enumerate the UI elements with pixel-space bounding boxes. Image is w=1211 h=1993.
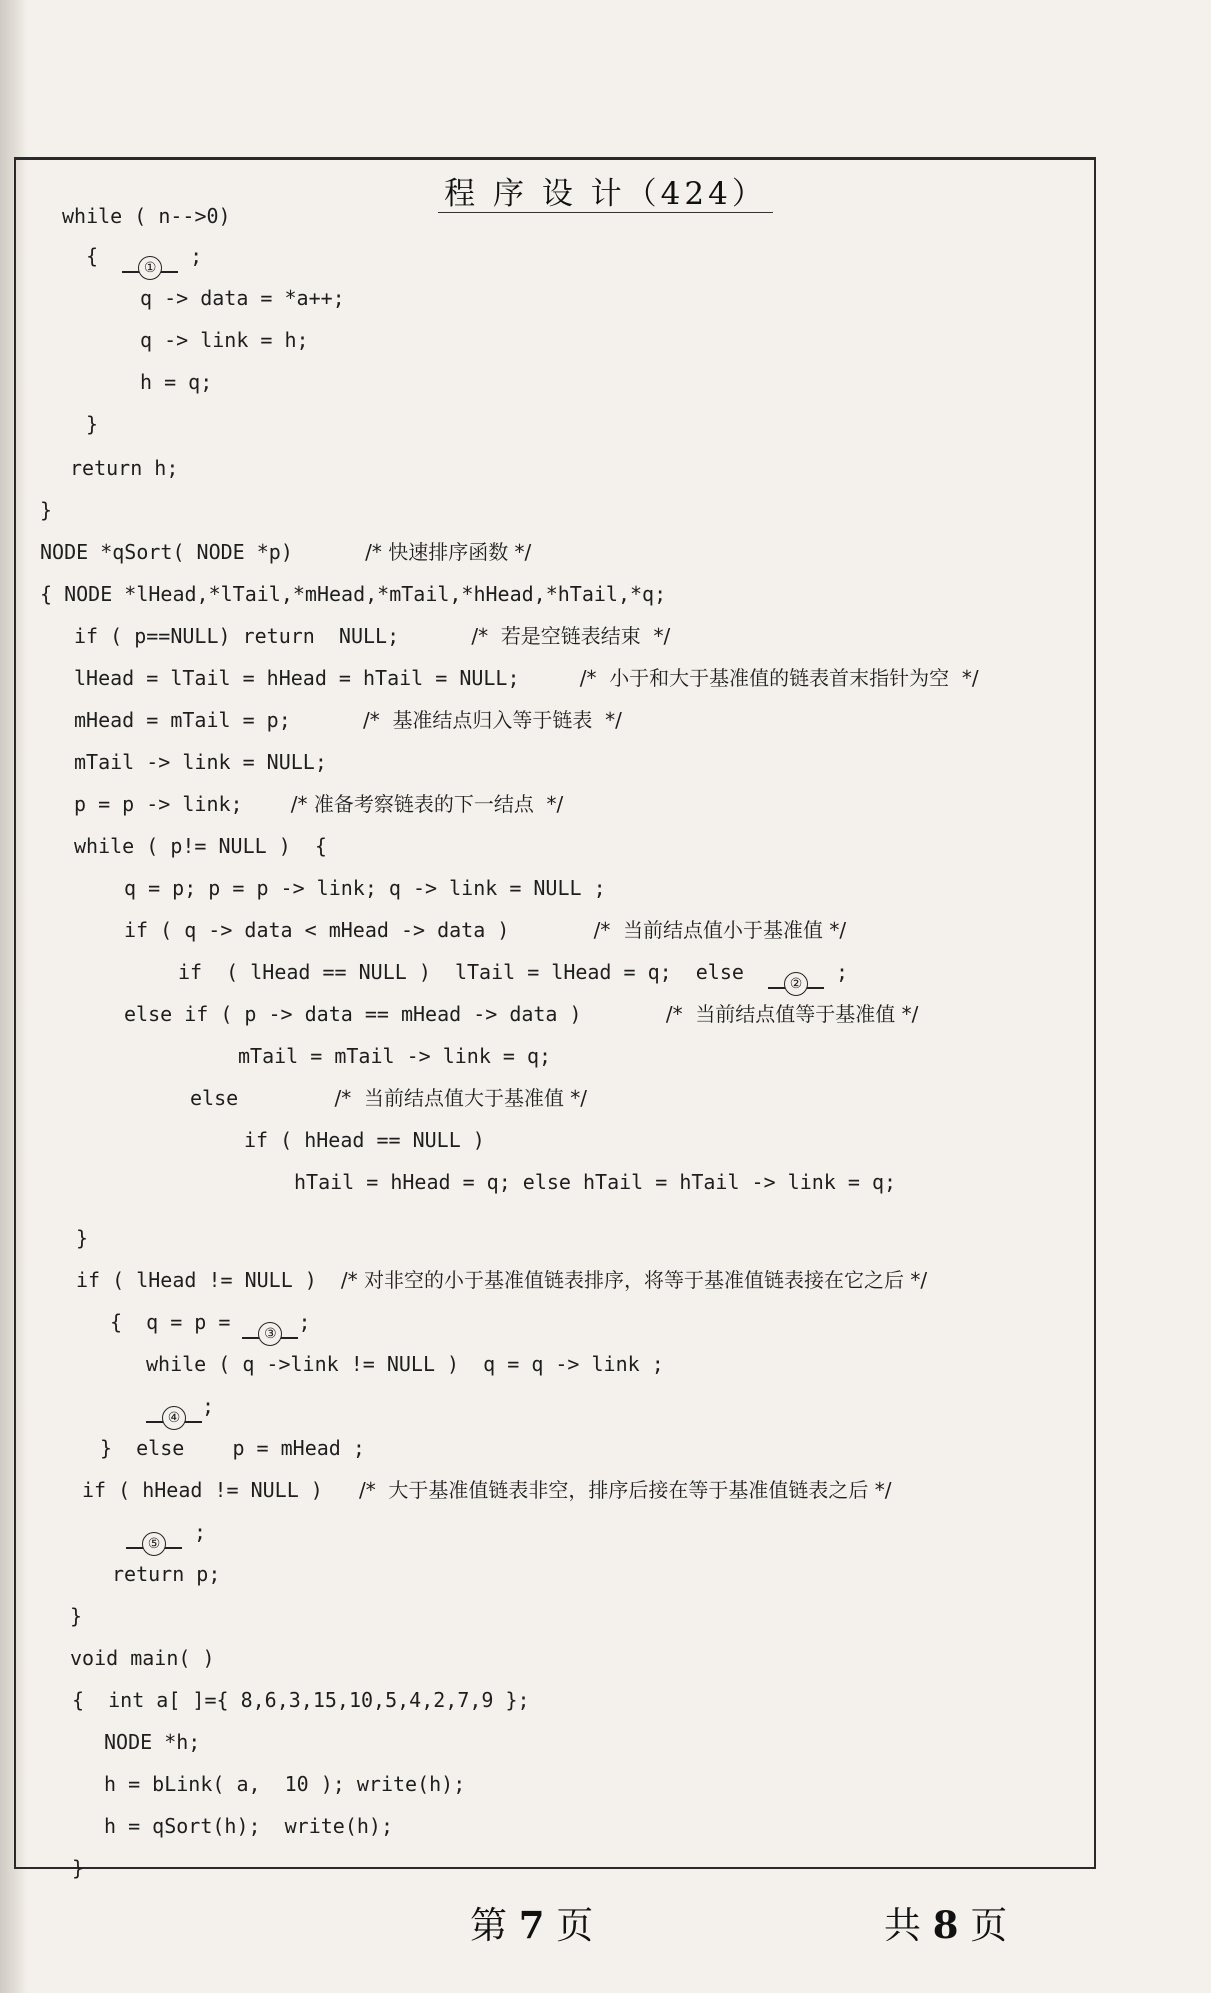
code-line [146, 1394, 215, 1426]
code-text: if ( hHead == NULL ) [244, 1128, 485, 1152]
code-text: if ( hHead != NULL ) [82, 1478, 359, 1502]
code-line [86, 244, 203, 276]
code-text: } else p = mHead ; [100, 1436, 365, 1460]
code-text: } [40, 498, 53, 522]
fill-blank [768, 962, 824, 992]
code-text: { int a[ ]={ 8,6,3,15,10,5,4,2,7,9 }; [72, 1688, 530, 1712]
code-line [74, 666, 979, 690]
code-text-after: ; [824, 960, 849, 984]
code-line [190, 1086, 587, 1110]
code-line [40, 498, 52, 522]
page-number: 第 7 页 [470, 1903, 594, 1947]
blank-number: ③ [258, 1322, 282, 1346]
code-text: } [86, 412, 99, 436]
code-line [126, 1520, 207, 1552]
code-text-after: ; [178, 244, 203, 268]
code-text: h = q; [140, 370, 213, 394]
code-text: void main( ) [70, 1646, 215, 1670]
code-line [146, 1352, 664, 1376]
code-line [104, 1814, 393, 1838]
code-text: mHead = mTail = p; [74, 708, 363, 732]
code-text-after: ; [298, 1310, 311, 1334]
code-text: if ( lHead != NULL ) [76, 1268, 341, 1292]
code-text: NODE *qSort( NODE *p) [40, 540, 366, 564]
code-comment: /* 对非空的小于基准值链表排序，将等于基准值链表接在它之后 */ [340, 1268, 928, 1292]
code-line [104, 1730, 200, 1754]
code-line [40, 540, 531, 564]
code-comment: /* 当前结点值等于基准值 */ [665, 1002, 919, 1026]
code-line [124, 876, 606, 900]
code-line [74, 624, 670, 648]
code-text: q -> data = *a++; [140, 286, 345, 310]
code-line [294, 1170, 896, 1194]
fill-blank [126, 1522, 182, 1552]
code-text: q = p; p = p -> link; q -> link = NULL ; [124, 876, 606, 900]
code-text: hTail = hHead = q; else hTail = hTail -> link = q; [294, 1170, 897, 1194]
blank-number: ① [138, 256, 162, 280]
code-comment: /* 小于和大于基准值的链表首末指针为空 */ [579, 666, 979, 690]
code-line [72, 1856, 84, 1880]
code-text: } [72, 1856, 85, 1880]
code-text: NODE *h; [104, 1730, 201, 1754]
code-text: mTail = mTail -> link = q; [238, 1044, 552, 1068]
code-text: if ( lHead == NULL ) lTail = lHead = q; else [178, 960, 769, 984]
code-line [76, 1226, 88, 1250]
code-comment: /* 当前结点值大于基准值 */ [334, 1086, 588, 1110]
code-text: { [86, 244, 123, 268]
code-text: { NODE *lHead,*lTail,*mHead,*mTail,*hHead,*hTail,*q; [40, 582, 667, 606]
code-text: h = qSort(h); write(h); [104, 1814, 393, 1838]
code-line [140, 370, 212, 394]
code-text: } [76, 1226, 89, 1250]
code-line [104, 1772, 465, 1796]
page-title: 程 序 设 计（424） [438, 176, 773, 213]
code-text: else if ( p -> data == mHead -> data ) [124, 1002, 666, 1026]
code-text: lHead = lTail = hHead = hTail = NULL; [74, 666, 580, 690]
code-line [124, 918, 846, 942]
fill-blank [122, 246, 178, 276]
code-line [72, 1688, 530, 1712]
code-text: h = bLink( a, 10 ); write(h); [104, 1772, 466, 1796]
code-comment: /* 快速排序函数 */ [365, 540, 532, 564]
code-text: else [190, 1086, 335, 1110]
code-line [40, 582, 666, 606]
code-line [124, 1002, 918, 1026]
code-comment: /* 基准结点归入等于链表 */ [362, 708, 622, 732]
code-text-after: ; [202, 1394, 215, 1418]
code-line [82, 1478, 892, 1502]
code-line [238, 1044, 551, 1068]
code-text: q -> link = h; [140, 328, 309, 352]
code-text: p = p -> link; [74, 792, 291, 816]
code-text: return p; [112, 1562, 221, 1586]
code-line [76, 1268, 927, 1292]
code-text: if ( q -> data < mHead -> data ) [124, 918, 594, 942]
code-line [74, 792, 563, 816]
code-line [86, 412, 98, 436]
code-text: mTail -> link = NULL; [74, 750, 327, 774]
code-comment: /* 当前结点值小于基准值 */ [593, 918, 847, 942]
code-line [178, 960, 849, 992]
fill-blank [146, 1396, 202, 1426]
code-line [62, 204, 231, 228]
code-comment: /* 若是空链表结束 */ [471, 624, 671, 648]
blank-number: ⑤ [142, 1532, 166, 1556]
code-text: while ( q ->link != NULL ) q = q -> link ; [146, 1352, 664, 1376]
code-text: if ( p==NULL) return NULL; [74, 624, 472, 648]
code-text: { q = p = [110, 1310, 243, 1334]
code-text: while ( p!= NULL ) { [74, 834, 327, 858]
code-line [140, 328, 309, 352]
code-line [70, 456, 178, 480]
code-line [70, 1604, 82, 1628]
code-comment: /* 大于基准值链表非空，排序后接在等于基准值链表之后 */ [358, 1478, 892, 1502]
code-text: while ( n-->0) [62, 204, 231, 228]
total-pages: 共 8 页 [884, 1903, 1008, 1947]
code-line [74, 750, 327, 774]
code-line [74, 834, 327, 858]
code-line [112, 1562, 220, 1586]
code-line [74, 708, 622, 732]
code-line [140, 286, 345, 310]
code-comment: /* 准备考察链表的下一结点 */ [290, 792, 564, 816]
code-text-after: ; [182, 1520, 207, 1544]
code-text: } [70, 1604, 83, 1628]
code-line [110, 1310, 311, 1342]
code-line [100, 1436, 365, 1460]
code-line [70, 1646, 215, 1670]
code-text: return h; [70, 456, 179, 480]
code-line [244, 1128, 485, 1152]
fill-blank [242, 1312, 298, 1342]
blank-number: ② [784, 972, 808, 996]
blank-number: ④ [162, 1406, 186, 1430]
